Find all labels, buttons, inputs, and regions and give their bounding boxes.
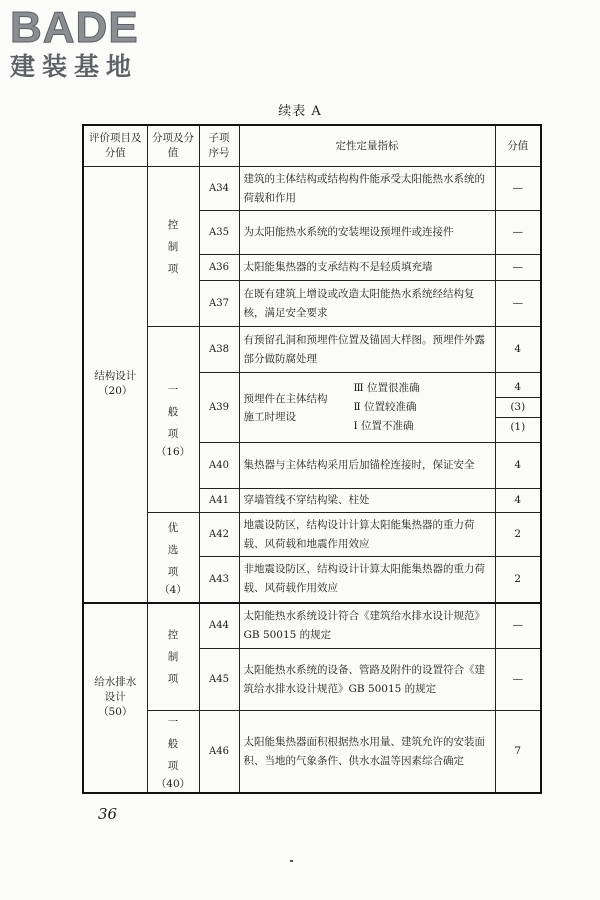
sub-score: （16） <box>155 446 191 458</box>
sub-cell <box>147 603 199 711</box>
row-text: 穿墙管线不穿结构梁、柱处 <box>239 489 495 513</box>
row-code: A42 <box>199 513 239 557</box>
sub-score: （4） <box>159 583 187 596</box>
row-code: A38 <box>199 327 239 373</box>
page-number: 36 <box>98 805 118 823</box>
row-score: 4 <box>495 327 541 373</box>
option-score-cell <box>495 373 541 443</box>
header-item: 评价项目及分值 <box>83 125 147 167</box>
option-score-table <box>496 378 541 437</box>
row-score: — <box>495 603 541 649</box>
header-indicator: 定性定量指标 <box>239 125 495 167</box>
table-caption: 续表 A <box>278 104 322 119</box>
row-score: — <box>495 255 541 281</box>
header-sub: 分项及分值 <box>147 125 199 167</box>
row-text: 非地震设防区，结构设计计算太阳能集热器的重力荷载、风荷载作用效应 <box>239 557 495 603</box>
row-score: — <box>495 281 541 327</box>
sub-score: （40） <box>155 778 191 790</box>
sub-name: 一般项 <box>167 716 179 772</box>
row-code: A43 <box>199 557 239 603</box>
sub-name: 一般项 <box>167 384 179 440</box>
sub-cell <box>147 327 199 513</box>
item-score: （20） <box>98 385 133 398</box>
table-header-row <box>83 125 541 167</box>
row-text: 太阳能集热器面积根据热水用量、建筑允许的安装面积、当地的气象条件、供水水温等因素综合确定 <box>239 711 495 794</box>
option-lead-text: 预埋件在主体结构施工时埋设 <box>243 392 328 423</box>
row-text: 太阳能热水系统设计符合《建筑给水排水设计规范》GB 50015 的规定 <box>239 603 495 649</box>
option-label: Ⅰ 位置不准确 <box>353 420 414 432</box>
header-code: 子项序号 <box>199 125 239 167</box>
table-row <box>83 513 541 557</box>
row-text: 集热器与主体结构采用后加锚栓连接时，保证安全 <box>239 443 495 489</box>
row-text: 太阳能热水系统的设备、管路及附件的设置符合《建筑给水排水设计规范》GB 50015 的规定 <box>239 649 495 711</box>
sub-name: 控制项 <box>167 218 179 275</box>
row-score: 2 <box>495 557 541 603</box>
item-cell <box>83 603 147 794</box>
sub-cell <box>147 513 199 603</box>
row-code: A34 <box>199 167 239 211</box>
logo-brand: BADE <box>10 3 139 52</box>
row-code: A35 <box>199 211 239 255</box>
sub-name: 控制项 <box>167 628 179 685</box>
row-text: 为太阳能热水系统的安装埋设预埋件或连接件 <box>239 211 495 255</box>
row-text: 建筑的主体结构或结构构件能承受太阳能热水系统的荷载和作用 <box>239 167 495 211</box>
item-cell <box>83 167 147 603</box>
option-label: Ⅱ 位置较准确 <box>353 401 417 413</box>
row-score: 2 <box>495 513 541 557</box>
header-score: 分值 <box>495 125 541 167</box>
row-score: 4 <box>495 443 541 489</box>
row-text: 在既有建筑上增设或改造太阳能热水系统经结构复核，满足安全要求 <box>239 281 495 327</box>
row-score: 4 <box>495 489 541 513</box>
row-score: — <box>495 211 541 255</box>
option-score: (1) <box>510 421 526 433</box>
sub-name: 优选项 <box>167 521 179 578</box>
item-name: 结构设计 <box>94 370 137 383</box>
row-score: 7 <box>495 711 541 794</box>
table-row <box>83 711 541 794</box>
logo-subtitle: 建装基地 <box>10 52 139 81</box>
row-code: A41 <box>199 489 239 513</box>
row-code: A36 <box>199 255 239 281</box>
sub-cell <box>147 711 199 794</box>
row-code: A46 <box>199 711 239 794</box>
row-code: A37 <box>199 281 239 327</box>
option-label: Ⅲ 位置很准确 <box>353 382 420 394</box>
table-row <box>83 327 541 373</box>
evaluation-table <box>82 124 542 794</box>
row-text-cell <box>239 373 495 443</box>
row-score: — <box>495 167 541 211</box>
row-score: — <box>495 649 541 711</box>
table-row <box>83 603 541 649</box>
option-table <box>240 379 495 436</box>
option-score: 4 <box>496 378 541 398</box>
option-score: (3) <box>496 398 541 418</box>
sub-cell <box>147 167 199 327</box>
row-code: A44 <box>199 603 239 649</box>
scan-speck <box>290 860 293 862</box>
item-score: （50） <box>98 706 133 719</box>
row-code: A45 <box>199 649 239 711</box>
bade-logo <box>10 3 180 86</box>
row-text: 有预留孔洞和预埋件位置及锚固大样图。预埋件外露部分做防腐处理 <box>239 327 495 373</box>
item-name: 给水排水设计 <box>94 676 137 704</box>
row-code: A39 <box>199 373 239 443</box>
table-row <box>83 167 541 211</box>
row-code: A40 <box>199 443 239 489</box>
row-text: 地震设防区，结构设计计算太阳能集热器的重力荷载、风荷载和地震作用效应 <box>239 513 495 557</box>
row-text: 太阳能集热器的支承结构不是轻质填充墙 <box>239 255 495 281</box>
